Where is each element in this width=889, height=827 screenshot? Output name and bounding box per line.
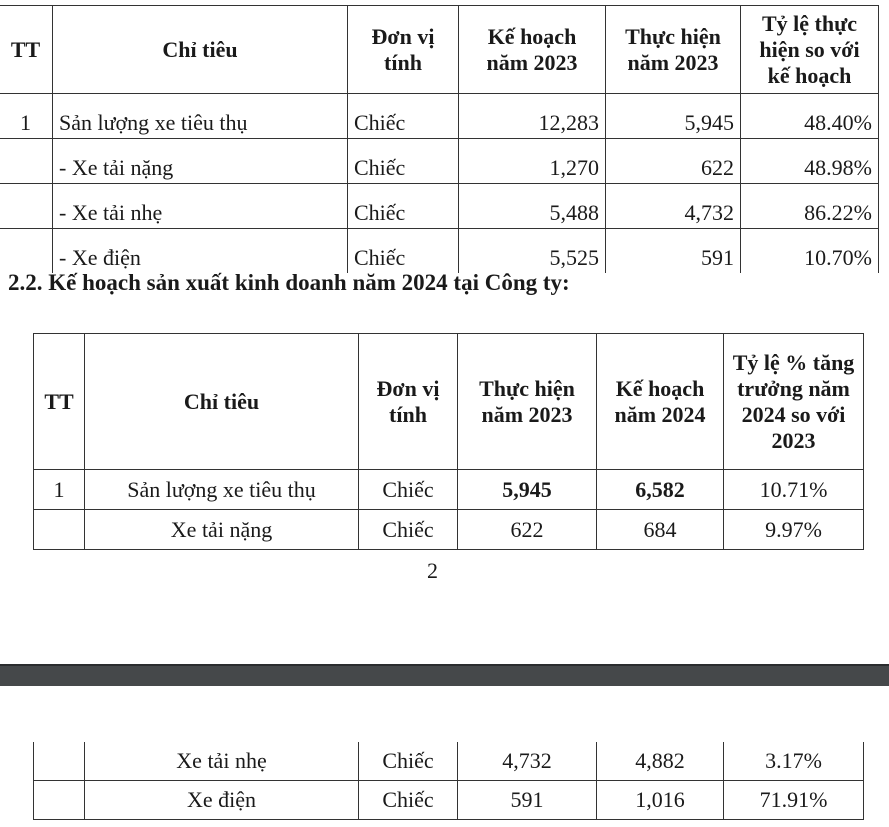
cell-actual: 591: [458, 781, 597, 820]
cell-name: - Xe tải nặng: [53, 139, 348, 184]
table-row: [34, 470, 864, 510]
cell-name: Sản lượng xe tiêu thụ: [53, 94, 348, 139]
plan-2024-table: [33, 333, 864, 550]
page-number: 2: [427, 558, 438, 583]
cell-actual: 622: [606, 139, 741, 184]
cell-actual: 4,732: [458, 742, 597, 781]
cell-unit: Chiếc: [348, 94, 459, 139]
cell-plan: 4,882: [597, 742, 724, 781]
cell-growth: 10.71%: [724, 470, 864, 510]
table-row: [0, 94, 879, 139]
table-row: [34, 742, 864, 781]
cell-name: - Xe tải nhẹ: [53, 184, 348, 229]
cell-growth: 9.97%: [724, 510, 864, 550]
cell-unit: Chiếc: [348, 229, 459, 274]
cell-unit: Chiếc: [359, 781, 458, 820]
cell-plan: 1,016: [597, 781, 724, 820]
cell-plan: 684: [597, 510, 724, 550]
cell-name: Sản lượng xe tiêu thụ: [85, 470, 359, 510]
cell-tt: [0, 184, 53, 229]
header-unit: Đơn vị tính: [348, 6, 459, 94]
header-plan-2023: Kế hoạch năm 2023: [459, 6, 606, 94]
cell-tt: [34, 742, 85, 781]
cell-unit: Chiếc: [359, 742, 458, 781]
cell-ratio: 48.40%: [741, 94, 879, 139]
cell-plan: 1,270: [459, 139, 606, 184]
cell-actual: 4,732: [606, 184, 741, 229]
cell-tt: [34, 510, 85, 550]
cell-unit: Chiếc: [348, 139, 459, 184]
header-tt: TT: [34, 334, 85, 470]
table-row: [0, 139, 879, 184]
header-indicator: Chỉ tiêu: [85, 334, 359, 470]
cell-actual: 622: [458, 510, 597, 550]
plan-2024-table-continued: [33, 742, 864, 820]
results-2023-table: [0, 5, 879, 273]
cell-name: Xe điện: [85, 781, 359, 820]
cell-ratio: 10.70%: [741, 229, 879, 274]
cell-plan: 12,283: [459, 94, 606, 139]
header-plan-2024: Kế hoạch năm 2024: [597, 334, 724, 470]
cell-actual: 5,945: [458, 470, 597, 510]
cell-unit: Chiếc: [359, 510, 458, 550]
cell-tt: [0, 229, 53, 274]
header-growth: Tỷ lệ % tăng trưởng năm 2024 so với 2023: [724, 334, 864, 470]
header-actual-2023: Thực hiện năm 2023: [606, 6, 741, 94]
table-row: [0, 184, 879, 229]
cell-plan: 5,488: [459, 184, 606, 229]
header-indicator: Chỉ tiêu: [53, 6, 348, 94]
section-heading: 2.2. Kế hoạch sản xuất kinh doanh năm 2024 tại Công ty:: [8, 270, 570, 295]
table-row: [34, 510, 864, 550]
cell-unit: Chiếc: [348, 184, 459, 229]
cell-tt: 1: [34, 470, 85, 510]
cell-growth: 3.17%: [724, 742, 864, 781]
cell-ratio: 86.22%: [741, 184, 879, 229]
cell-plan: 5,525: [459, 229, 606, 274]
cell-plan: 6,582: [597, 470, 724, 510]
cell-name: - Xe điện: [53, 229, 348, 274]
cell-tt: [34, 781, 85, 820]
header-ratio: Tỷ lệ thực hiện so với kế hoạch: [741, 6, 879, 94]
page-separator: [0, 664, 889, 686]
cell-actual: 591: [606, 229, 741, 274]
cell-growth: 71.91%: [724, 781, 864, 820]
cell-name: Xe tải nhẹ: [85, 742, 359, 781]
cell-tt: [0, 139, 53, 184]
header-actual-2023: Thực hiện năm 2023: [458, 334, 597, 470]
cell-tt: 1: [0, 94, 53, 139]
table-header-row: [34, 334, 864, 470]
cell-actual: 5,945: [606, 94, 741, 139]
table-row: [0, 229, 879, 274]
header-tt: TT: [0, 6, 53, 94]
header-unit: Đơn vị tính: [359, 334, 458, 470]
cell-unit: Chiếc: [359, 470, 458, 510]
cell-ratio: 48.98%: [741, 139, 879, 184]
table-header-row: [0, 6, 879, 94]
cell-name: Xe tải nặng: [85, 510, 359, 550]
table-row: [34, 781, 864, 820]
